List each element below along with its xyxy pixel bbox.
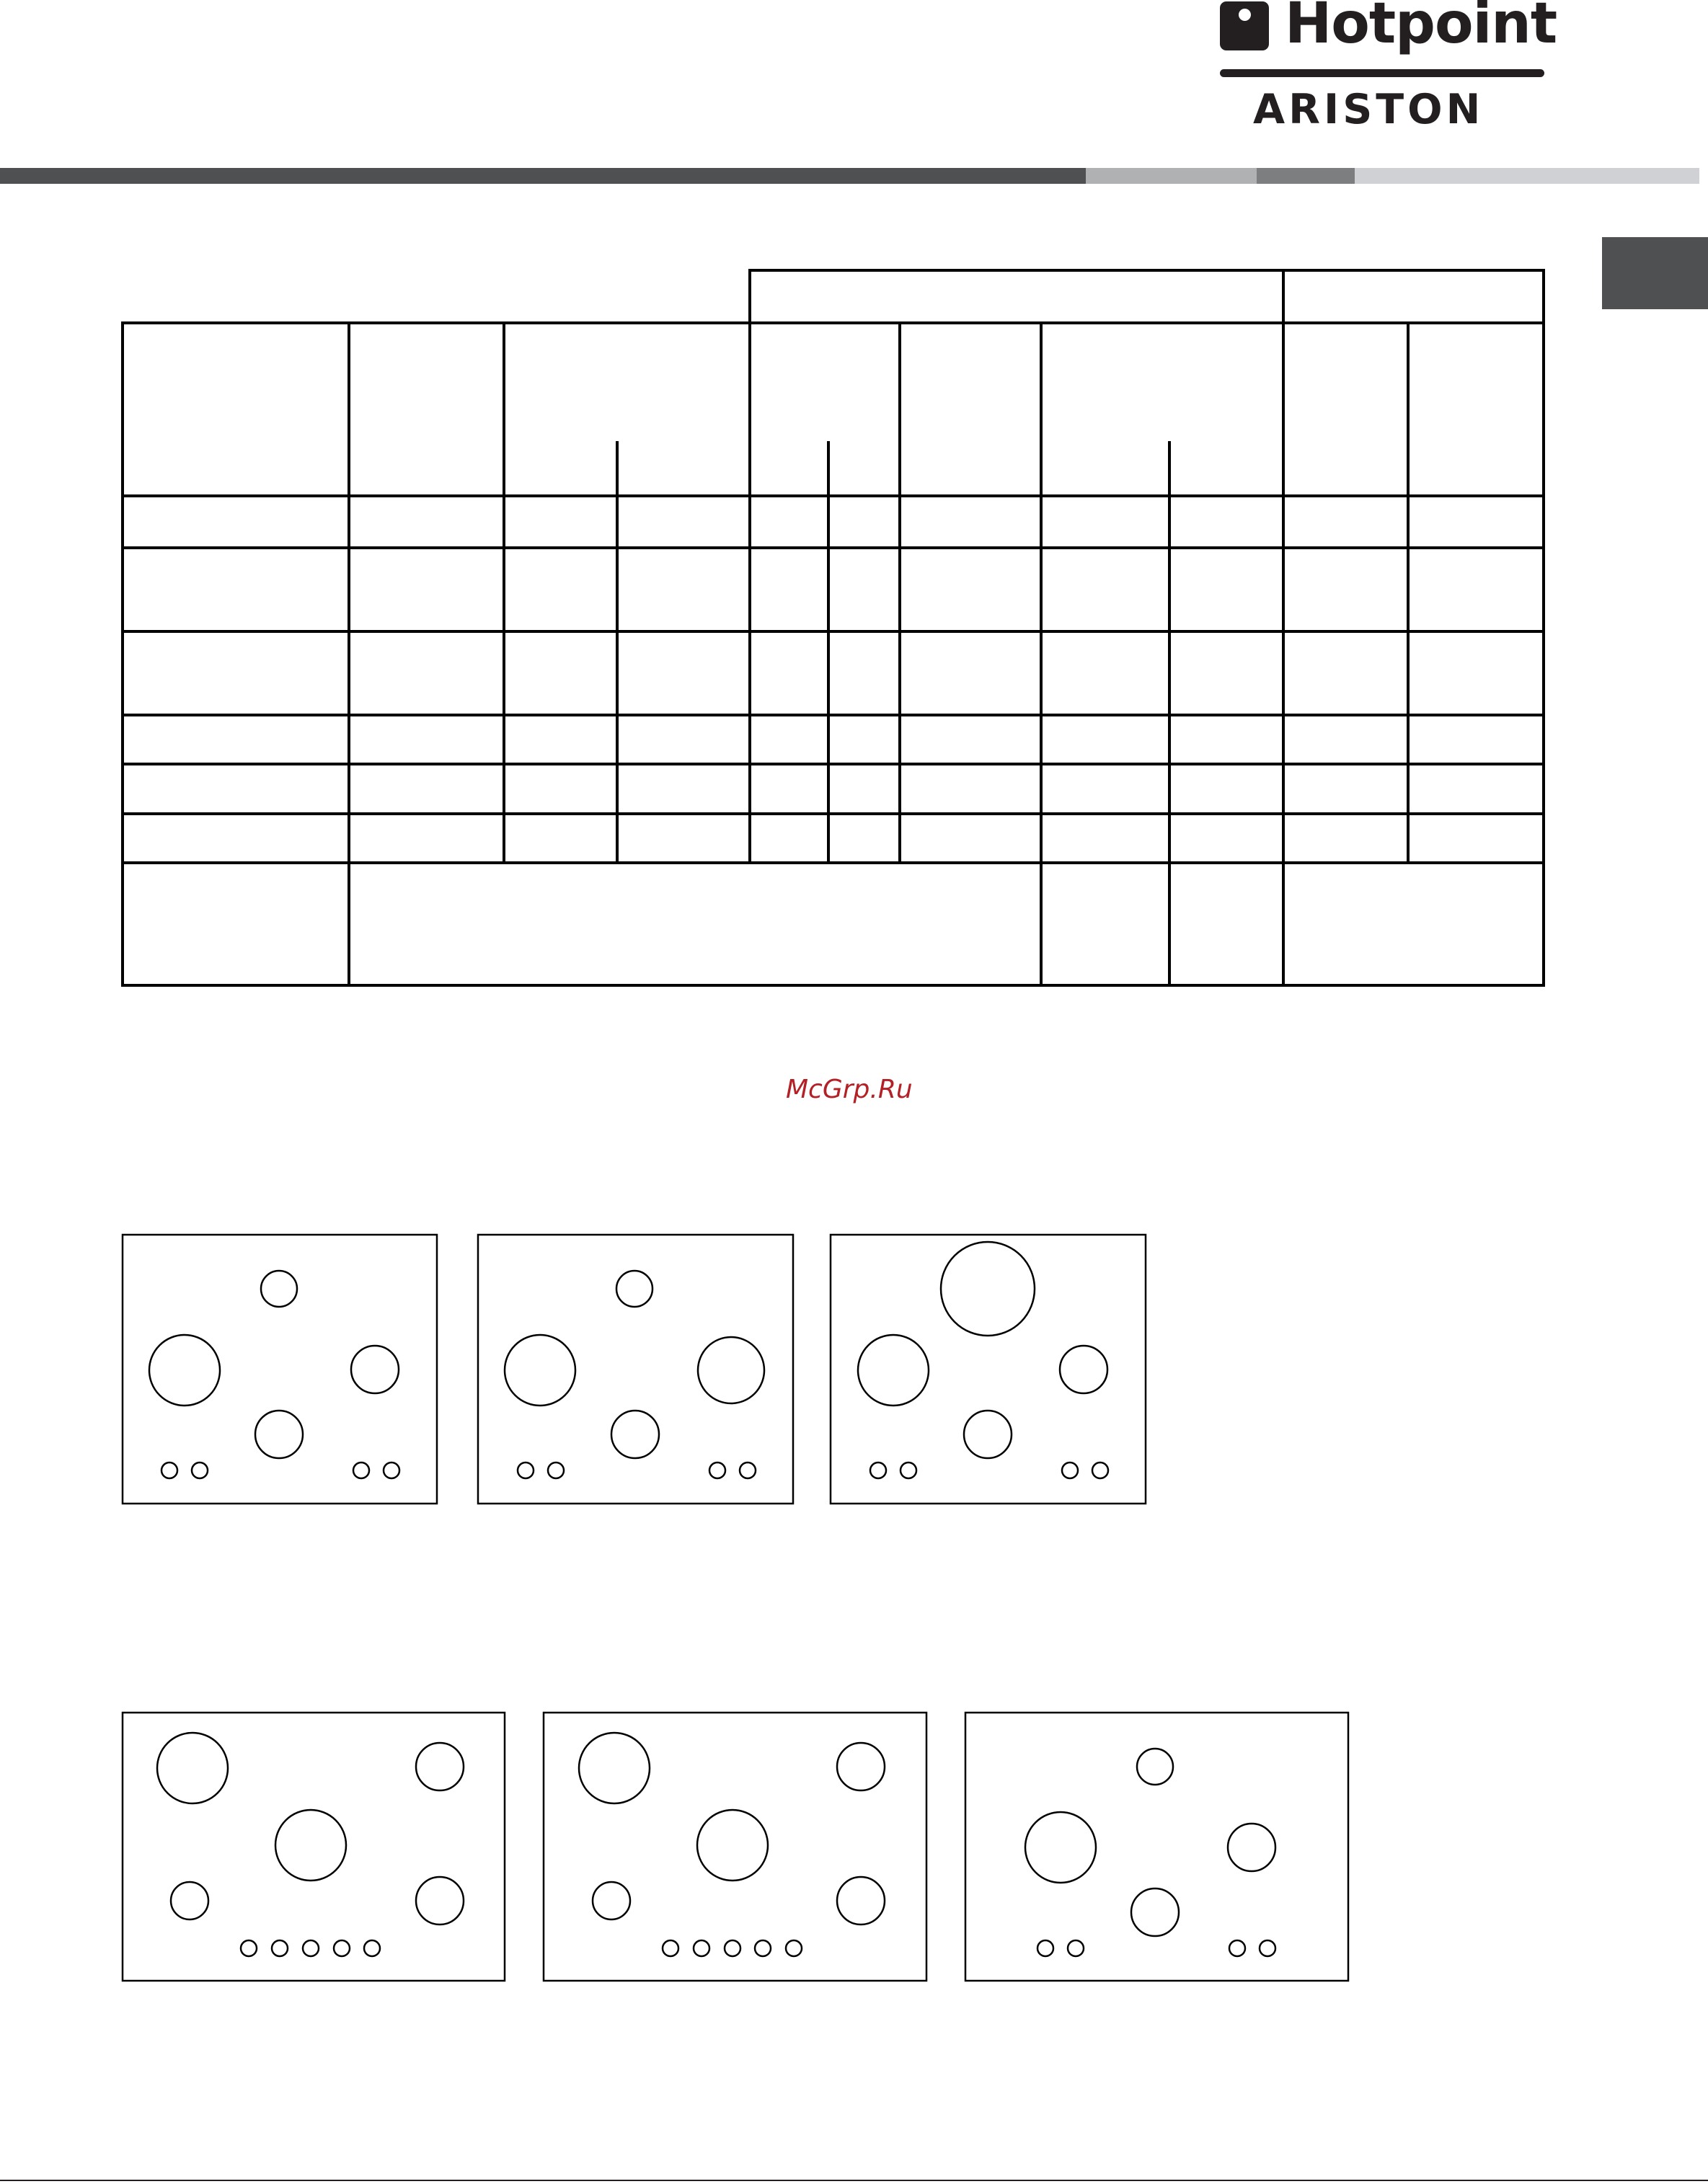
burner-extra-large <box>941 1242 1035 1336</box>
burner-medium <box>1228 1824 1275 1871</box>
control-knob <box>303 1940 319 1956</box>
control-knob <box>663 1940 678 1956</box>
hob-outline <box>831 1235 1146 1504</box>
burner-small <box>171 1882 208 1919</box>
hob-layout-d <box>123 1713 505 1981</box>
hob-outline <box>544 1713 926 1981</box>
control-knob <box>1062 1462 1078 1478</box>
burner-small <box>616 1271 652 1307</box>
control-knob <box>740 1462 756 1478</box>
hob-layout-f <box>965 1713 1348 1981</box>
control-knob <box>384 1462 399 1478</box>
burner-large <box>697 1810 768 1881</box>
control-knob <box>755 1940 771 1956</box>
hob-outline <box>123 1713 505 1981</box>
hob-outline <box>478 1235 793 1504</box>
burner-large <box>149 1335 220 1406</box>
spec-table-grid <box>123 270 1544 985</box>
control-knob <box>518 1462 534 1478</box>
burner-medium <box>1060 1346 1107 1393</box>
control-knob <box>241 1940 257 1956</box>
hob-layout-b <box>478 1235 793 1504</box>
control-knob <box>1229 1940 1245 1956</box>
control-knob <box>334 1940 350 1956</box>
burner-small <box>261 1271 297 1307</box>
watermark: McGrp.Ru <box>786 1075 913 1104</box>
burner-medium <box>964 1411 1012 1458</box>
burner-medium <box>1131 1888 1179 1936</box>
control-knob <box>709 1462 725 1478</box>
control-knob <box>870 1462 886 1478</box>
control-knob <box>272 1940 288 1956</box>
burner-small <box>1137 1749 1173 1785</box>
control-knob <box>161 1462 177 1478</box>
burner-large <box>858 1335 929 1406</box>
burner-large <box>157 1733 228 1803</box>
control-knob <box>901 1462 916 1478</box>
control-knob <box>1068 1940 1084 1956</box>
control-knob <box>353 1462 369 1478</box>
burner-large <box>579 1733 650 1803</box>
brand-sub-name: ARISTON <box>1253 86 1484 133</box>
control-knob <box>786 1940 802 1956</box>
burner-large <box>1025 1812 1096 1883</box>
hob-layout-e <box>544 1713 926 1981</box>
spec-table <box>0 0 1708 1009</box>
footer-rule <box>0 2180 1708 2181</box>
burner-medium <box>611 1411 659 1458</box>
brand-name: Hotpoint <box>1285 0 1557 56</box>
control-knob <box>192 1462 208 1478</box>
control-knob <box>548 1462 564 1478</box>
control-knob <box>1037 1940 1053 1956</box>
control-knob <box>1260 1940 1275 1956</box>
control-knob <box>1092 1462 1108 1478</box>
burner-medium <box>351 1346 399 1393</box>
control-knob <box>364 1940 380 1956</box>
burner-large <box>275 1810 346 1881</box>
hob-outline <box>123 1235 437 1504</box>
hob-layout-c <box>831 1235 1146 1504</box>
burner-medium <box>837 1743 885 1790</box>
hob-outline <box>965 1713 1348 1981</box>
control-knob <box>694 1940 709 1956</box>
hob-layout-a <box>123 1235 437 1504</box>
burner-small <box>593 1882 630 1919</box>
burner-large <box>698 1337 764 1403</box>
burner-medium <box>416 1743 464 1790</box>
burner-medium <box>837 1877 885 1925</box>
control-knob <box>725 1940 740 1956</box>
burner-large <box>505 1335 575 1406</box>
burner-medium <box>416 1877 464 1925</box>
burner-medium <box>255 1411 303 1458</box>
